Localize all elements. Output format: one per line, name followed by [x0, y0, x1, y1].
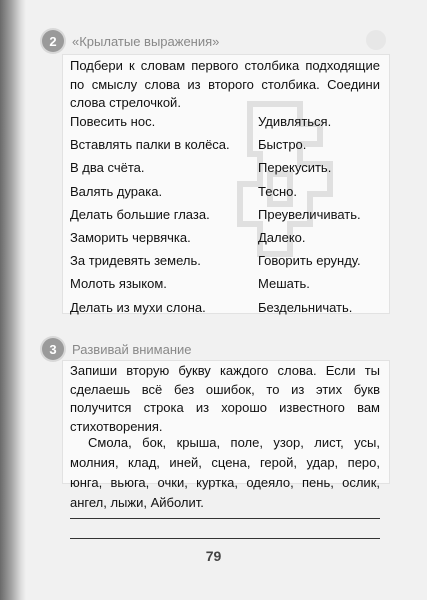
phrase: За тридевять земель.	[70, 253, 201, 269]
phrase: Делать большие глаза.	[70, 206, 210, 222]
meaning: Бездельничать.	[258, 299, 353, 315]
meaning: Говорить ерунду.	[258, 253, 361, 269]
phrase: Молоть языком.	[70, 276, 167, 292]
word-list: Смола, бок, крыша, поле, узор, лист, усы, молния, клад, иней, сцена, герой, удар, перо, юнга, вьюга, очки, куртка, одеяло, пень, ослик, ангел, лыжи, Айболит.	[70, 435, 380, 510]
meaning: Далеко.	[258, 230, 306, 246]
list-item	[70, 133, 378, 156]
phrase: Вставлять палки в колёса.	[70, 137, 230, 153]
section-2-header	[42, 30, 219, 52]
list-item	[70, 249, 378, 272]
meaning: Тесно.	[258, 183, 297, 199]
phrase: Валять дурака.	[70, 183, 163, 199]
list-item	[70, 110, 378, 133]
section-number-badge: 3	[42, 338, 64, 360]
answer-line[interactable]	[70, 518, 380, 519]
phrase: Делать из мухи слона.	[70, 299, 206, 315]
list-item	[70, 226, 378, 249]
phrase: Повесить нос.	[70, 114, 156, 130]
faded-circle-icon	[366, 30, 386, 50]
phrase-matching-list	[70, 110, 378, 319]
list-item	[70, 272, 378, 295]
section-3-header	[42, 338, 192, 360]
task-2-instruction: Запиши вторую букву каждого слова. Если ты сделаешь всё без ошибок, то из этих букв получится строка из хорошо известного вам стихотворения.	[70, 363, 380, 434]
section-title: Развивай внимание	[72, 341, 192, 357]
meaning: Быстро.	[258, 137, 307, 153]
task-1-instruction: Подбери к словам первого столбика подходящие по смыслу слова из второго столбика. Соедини слова стрелочкой.	[70, 58, 380, 110]
page-number: 79	[205, 548, 222, 564]
section-number-badge: 2	[42, 30, 64, 52]
phrase: Заморить червячка.	[70, 230, 191, 246]
meaning: Преувеличивать.	[258, 206, 361, 222]
list-item	[70, 180, 378, 203]
list-item	[70, 296, 378, 319]
list-item	[70, 203, 378, 226]
meaning: Мешать.	[258, 276, 310, 292]
list-item	[70, 156, 378, 179]
meaning: Удивляться.	[258, 114, 332, 130]
answer-line[interactable]	[70, 538, 380, 539]
phrase: В два счёта.	[70, 160, 145, 176]
section-title: «Крылатые выражения»	[72, 33, 220, 49]
meaning: Перекусить.	[258, 160, 332, 176]
